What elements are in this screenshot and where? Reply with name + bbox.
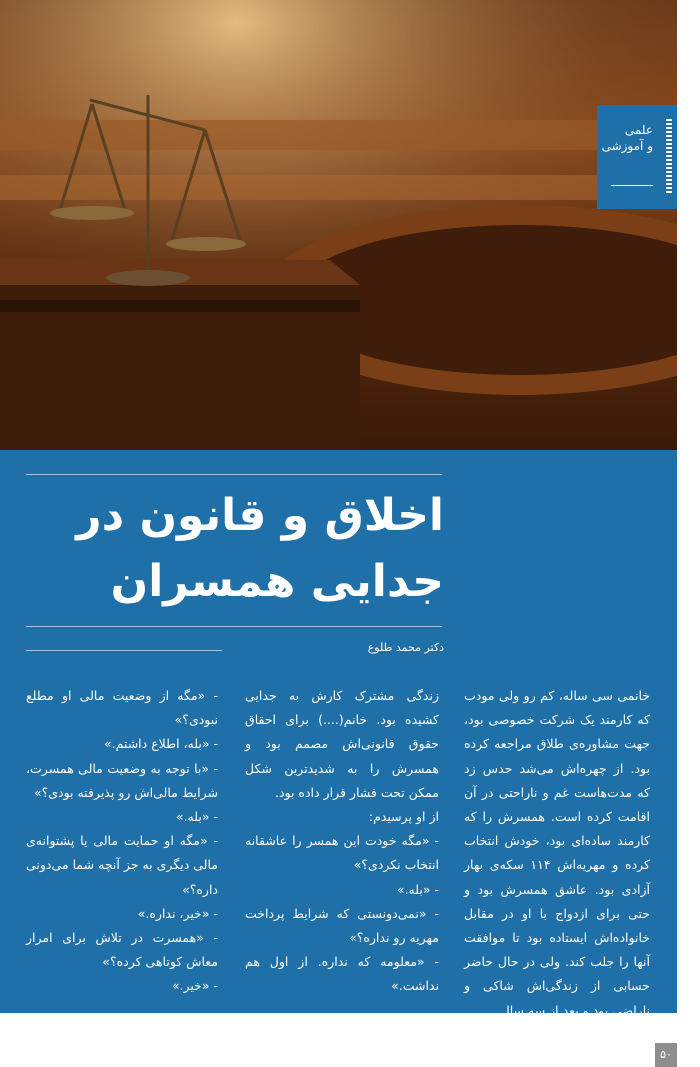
courtroom-photo [0,0,677,450]
top-divider [26,474,442,475]
column-paragraph: - «معلومه که نداره. از اول هم نداشت.» [245,954,439,994]
section-tag-divider [611,185,653,186]
section-tag [597,105,677,209]
column-paragraph: - «نمی‌دونستی که شرایط پرداخت مهریه رو نداره؟» [245,905,439,946]
column-left [26,684,218,999]
column-paragraph: - «با توجه به وضعیت مالی همسرت، شرایط مالی‌اش رو پذیرفته بودی؟» [26,760,218,800]
page-number: ۵۰ [655,1043,677,1067]
column-paragraph: خانمی سی ساله، کم رو ولی مودب که کارمند یک شرکت خصوصی بود، جهت مشاوره‌ی طلاق مراجعه کرده بود. از چهره‌اش می‌شد حدس زد که مدت‌هاست غم و ناراحتی در آن اقامت کرده است. همسرش را که کارمند ساده‌ای بود، خودش انتخاب کرده و مهریه‌اش ۱۱۴ سکه‌ی بهار آزادی بود. عاشق همسرش بود و حتی برای ازدواج با او در مقابل خانواده‌اش ایستاده بود تا موافقت آنها را جلب کند. ولی در حال حاضر حسابی از زندگی‌اش شاکی و ناراضی بود و بعد از سه سال [464,688,650,1018]
column-paragraph: - «مگه خودت این همسر را عاشقانه انتخاب نکردی؟» [245,833,439,873]
column-right [464,684,650,1023]
column-middle [245,684,439,999]
column-paragraph: - «بله، اطلاع داشتم.» [104,736,218,752]
column-paragraph: - «مگه از وضعیت مالی او مطلع نبودی؟» [26,688,218,728]
section-tag-line1: علمی [624,123,653,137]
article-title-line1: اخلاق و قانون در [76,490,444,541]
column-paragraph: - «خیر.» [171,978,218,994]
column-paragraph: از او پرسیدم: [368,809,439,825]
barcode-icon [666,119,672,193]
author-name: دکتر محمد طلوع [367,641,444,654]
column-paragraph: - «خیر، نداره.» [137,905,218,921]
column-paragraph: - «بله.» [175,809,218,825]
article-title-line2: جدایی همسران [110,556,444,607]
column-paragraph: - «بله.» [396,881,439,897]
title-divider [26,626,442,627]
column-paragraph: زندگی مشترک کارش به جدایی کشیده بود. خانم(....) برای احقاق حقوق قانونی‌اش مصمم بود و همسرش را به شدیدترین شکل ممکن تحت فشار قرار داده بود. [245,688,439,800]
author-rule [26,650,222,651]
article-panel [0,450,677,1018]
column-paragraph: - «مگه او حمایت مالی یا پشتوانه‌ی مالی دیگری به جز آنچه شما می‌دونی داره؟» [26,833,218,897]
section-tag-line2: و آموزشی [601,139,653,153]
column-paragraph: - «همسرت در تلاش برای امرار معاش کوتاهی کرده؟» [26,930,218,970]
photo-illustration [0,0,677,450]
